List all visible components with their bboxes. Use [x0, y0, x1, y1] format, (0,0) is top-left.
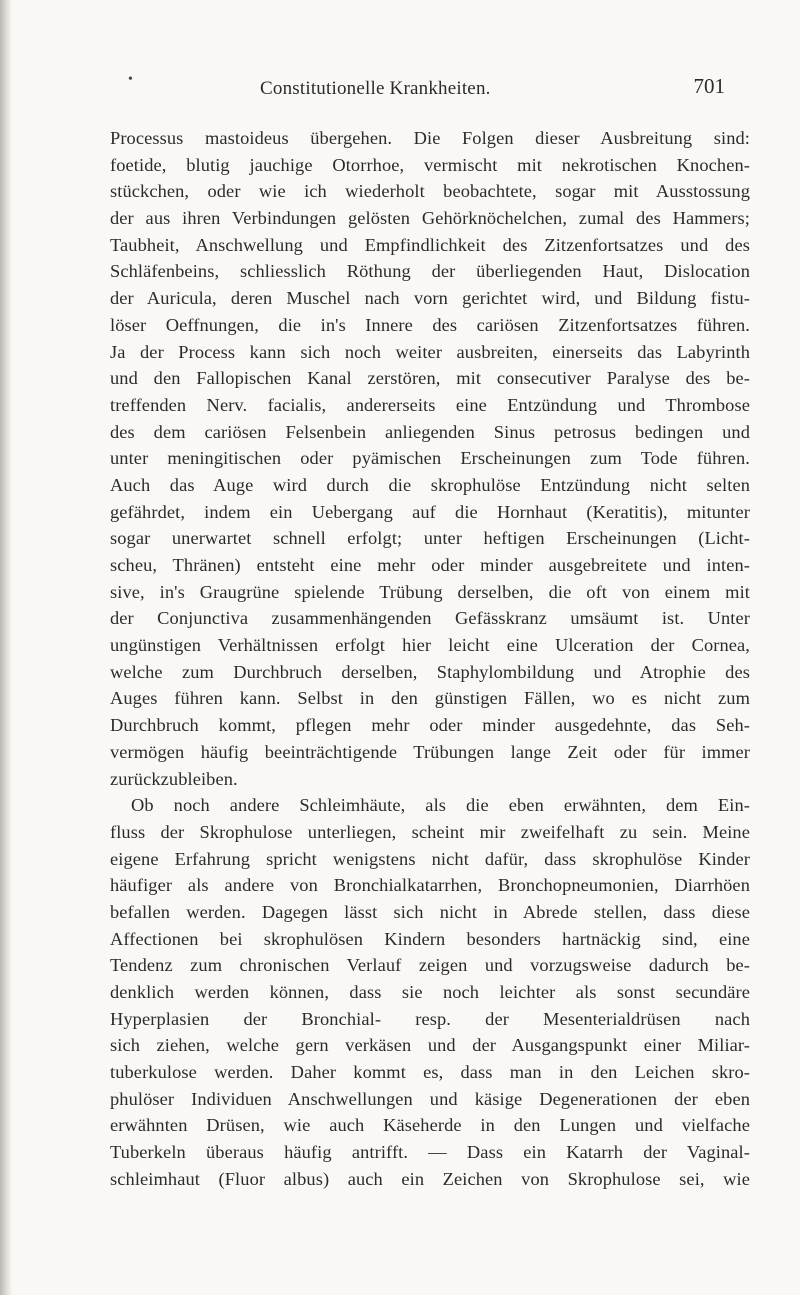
text-line: Ja der Process kann sich noch weiter ausbreiten, einerseits das Labyrinth: [110, 341, 750, 362]
text-line: foetide, blutig jauchige Otorrhoe, vermischt mit nekrotischen Knochen-: [110, 154, 750, 175]
text-line: der Conjunctiva zusammenhängenden Gefässkranz umsäumt ist. Unter: [110, 608, 750, 629]
text-line: Taubheit, Anschwellung und Empfindlichkeit des Zitzenfortsatzes und des: [110, 234, 750, 255]
text-line: tuberkulose werden. Daher kommt es, dass man in den Leichen skro-: [110, 1062, 750, 1083]
page-gutter-shadow: [0, 0, 12, 1295]
text-line: welche zum Durchbruch derselben, Staphylombildung und Atrophie des: [110, 661, 750, 682]
text-line: phulöser Individuen Anschwellungen und käsige Degenerationen der eben: [110, 1088, 750, 1109]
text-line: schleimhaut (Fluor albus) auch ein Zeichen von Skrophulose sei, wie: [110, 1168, 750, 1189]
text-line: Auges führen kann. Selbst in den günstigen Fällen, wo es nicht zum: [110, 688, 750, 709]
text-line: löser Oeffnungen, die in's Innere des cariösen Zitzenfortsatzes führen.: [110, 314, 750, 335]
page-number: 701: [693, 74, 725, 98]
text-line: sive, in's Graugrüne spielende Trübung derselben, die oft von einem mit: [110, 581, 750, 602]
text-line: gefährdet, indem ein Uebergang auf die Hornhaut (Keratitis), mitunter: [110, 501, 750, 522]
text-line: eigene Erfahrung spricht wenigstens nicht dafür, dass skrophulöse Kinder: [110, 848, 750, 869]
text-line: befallen werden. Dagegen lässt sich nicht in Abrede stellen, dass diese: [110, 901, 750, 922]
text-line: erwähnten Drüsen, wie auch Käseherde in den Lungen und vielfache: [110, 1115, 750, 1136]
text-line: treffenden Nerv. facialis, andererseits eine Entzündung und Thrombose: [110, 394, 750, 415]
text-line: zurückzubleiben.: [110, 768, 238, 789]
text-line: und den Fallopischen Kanal zerstören, mit consecutiver Paralyse des be-: [110, 368, 750, 389]
text-line: vermögen häufig beeinträchtigende Trübungen lange Zeit oder für immer: [110, 741, 750, 762]
text-line: Durchbruch kommt, pflegen mehr oder minder ausgedehnte, das Seh-: [110, 715, 750, 736]
text-line: des dem cariösen Felsenbein anliegenden Sinus petrosus bedingen und: [110, 421, 750, 442]
text-line: Tuberkeln überaus häufig antrifft. — Dass ein Katarrh der Vaginal-: [110, 1142, 750, 1163]
text-line: Ob noch andere Schleimhäute, als die eben erwähnten, dem Ein-: [131, 795, 750, 816]
text-line: ungünstigen Verhältnissen erfolgt hier leicht eine Ulceration der Cornea,: [110, 635, 750, 656]
text-line: scheu, Thränen) entsteht eine mehr oder minder ausgebreitete und inten-: [110, 555, 750, 575]
text-line: Tendenz zum chronischen Verlauf zeigen und vorzugsweise dadurch be-: [110, 955, 750, 976]
text-line: stückchen, oder wie ich wiederholt beobachtete, sogar mit Ausstossung: [110, 181, 750, 202]
text-line: häufiger als andere von Bronchialkatarrhen, Bronchopneumonien, Diarrhöen: [110, 875, 750, 896]
text-line: unter meningitischen oder pyämischen Erscheinungen zum Tode führen.: [110, 448, 750, 469]
text-line: sogar unerwartet schnell erfolgt; unter heftigen Erscheinungen (Licht-: [110, 528, 750, 549]
body-text: [110, 125, 750, 1193]
running-title: Constitutionelle Krankheiten.: [260, 78, 491, 99]
text-line: fluss der Skrophulose unterliegen, scheint mir zweifelhaft zu sein. Meine: [110, 821, 750, 842]
text-line: der aus ihren Verbindungen gelösten Gehörknöchelchen, zumal des Hammers;: [110, 208, 750, 229]
page-header: [110, 74, 750, 108]
text-line: Affectionen bei skrophulösen Kindern besonders hartnäckig sind, eine: [110, 928, 750, 949]
text-line: der Auricula, deren Muschel nach vorn gerichtet wird, und Bildung fistu-: [110, 288, 750, 309]
text-line: Processus mastoideus übergehen. Die Folgen dieser Ausbreitung sind:: [110, 128, 750, 148]
text-line: Auch das Auge wird durch die skrophulöse Entzündung nicht selten: [110, 474, 750, 495]
bullet-mark: •: [128, 72, 133, 87]
text-line: sich ziehen, welche gern verkäsen und der Ausgangspunkt einer Miliar-: [110, 1035, 750, 1056]
text-line: Schläfenbeins, schliesslich Röthung der überliegenden Haut, Dislocation: [110, 261, 750, 282]
text-line: Hyperplasien der Bronchial- resp. der Mesenterialdrüsen nach: [110, 1008, 750, 1029]
text-line: denklich werden können, dass sie noch leichter als sonst secundäre: [110, 982, 750, 1002]
